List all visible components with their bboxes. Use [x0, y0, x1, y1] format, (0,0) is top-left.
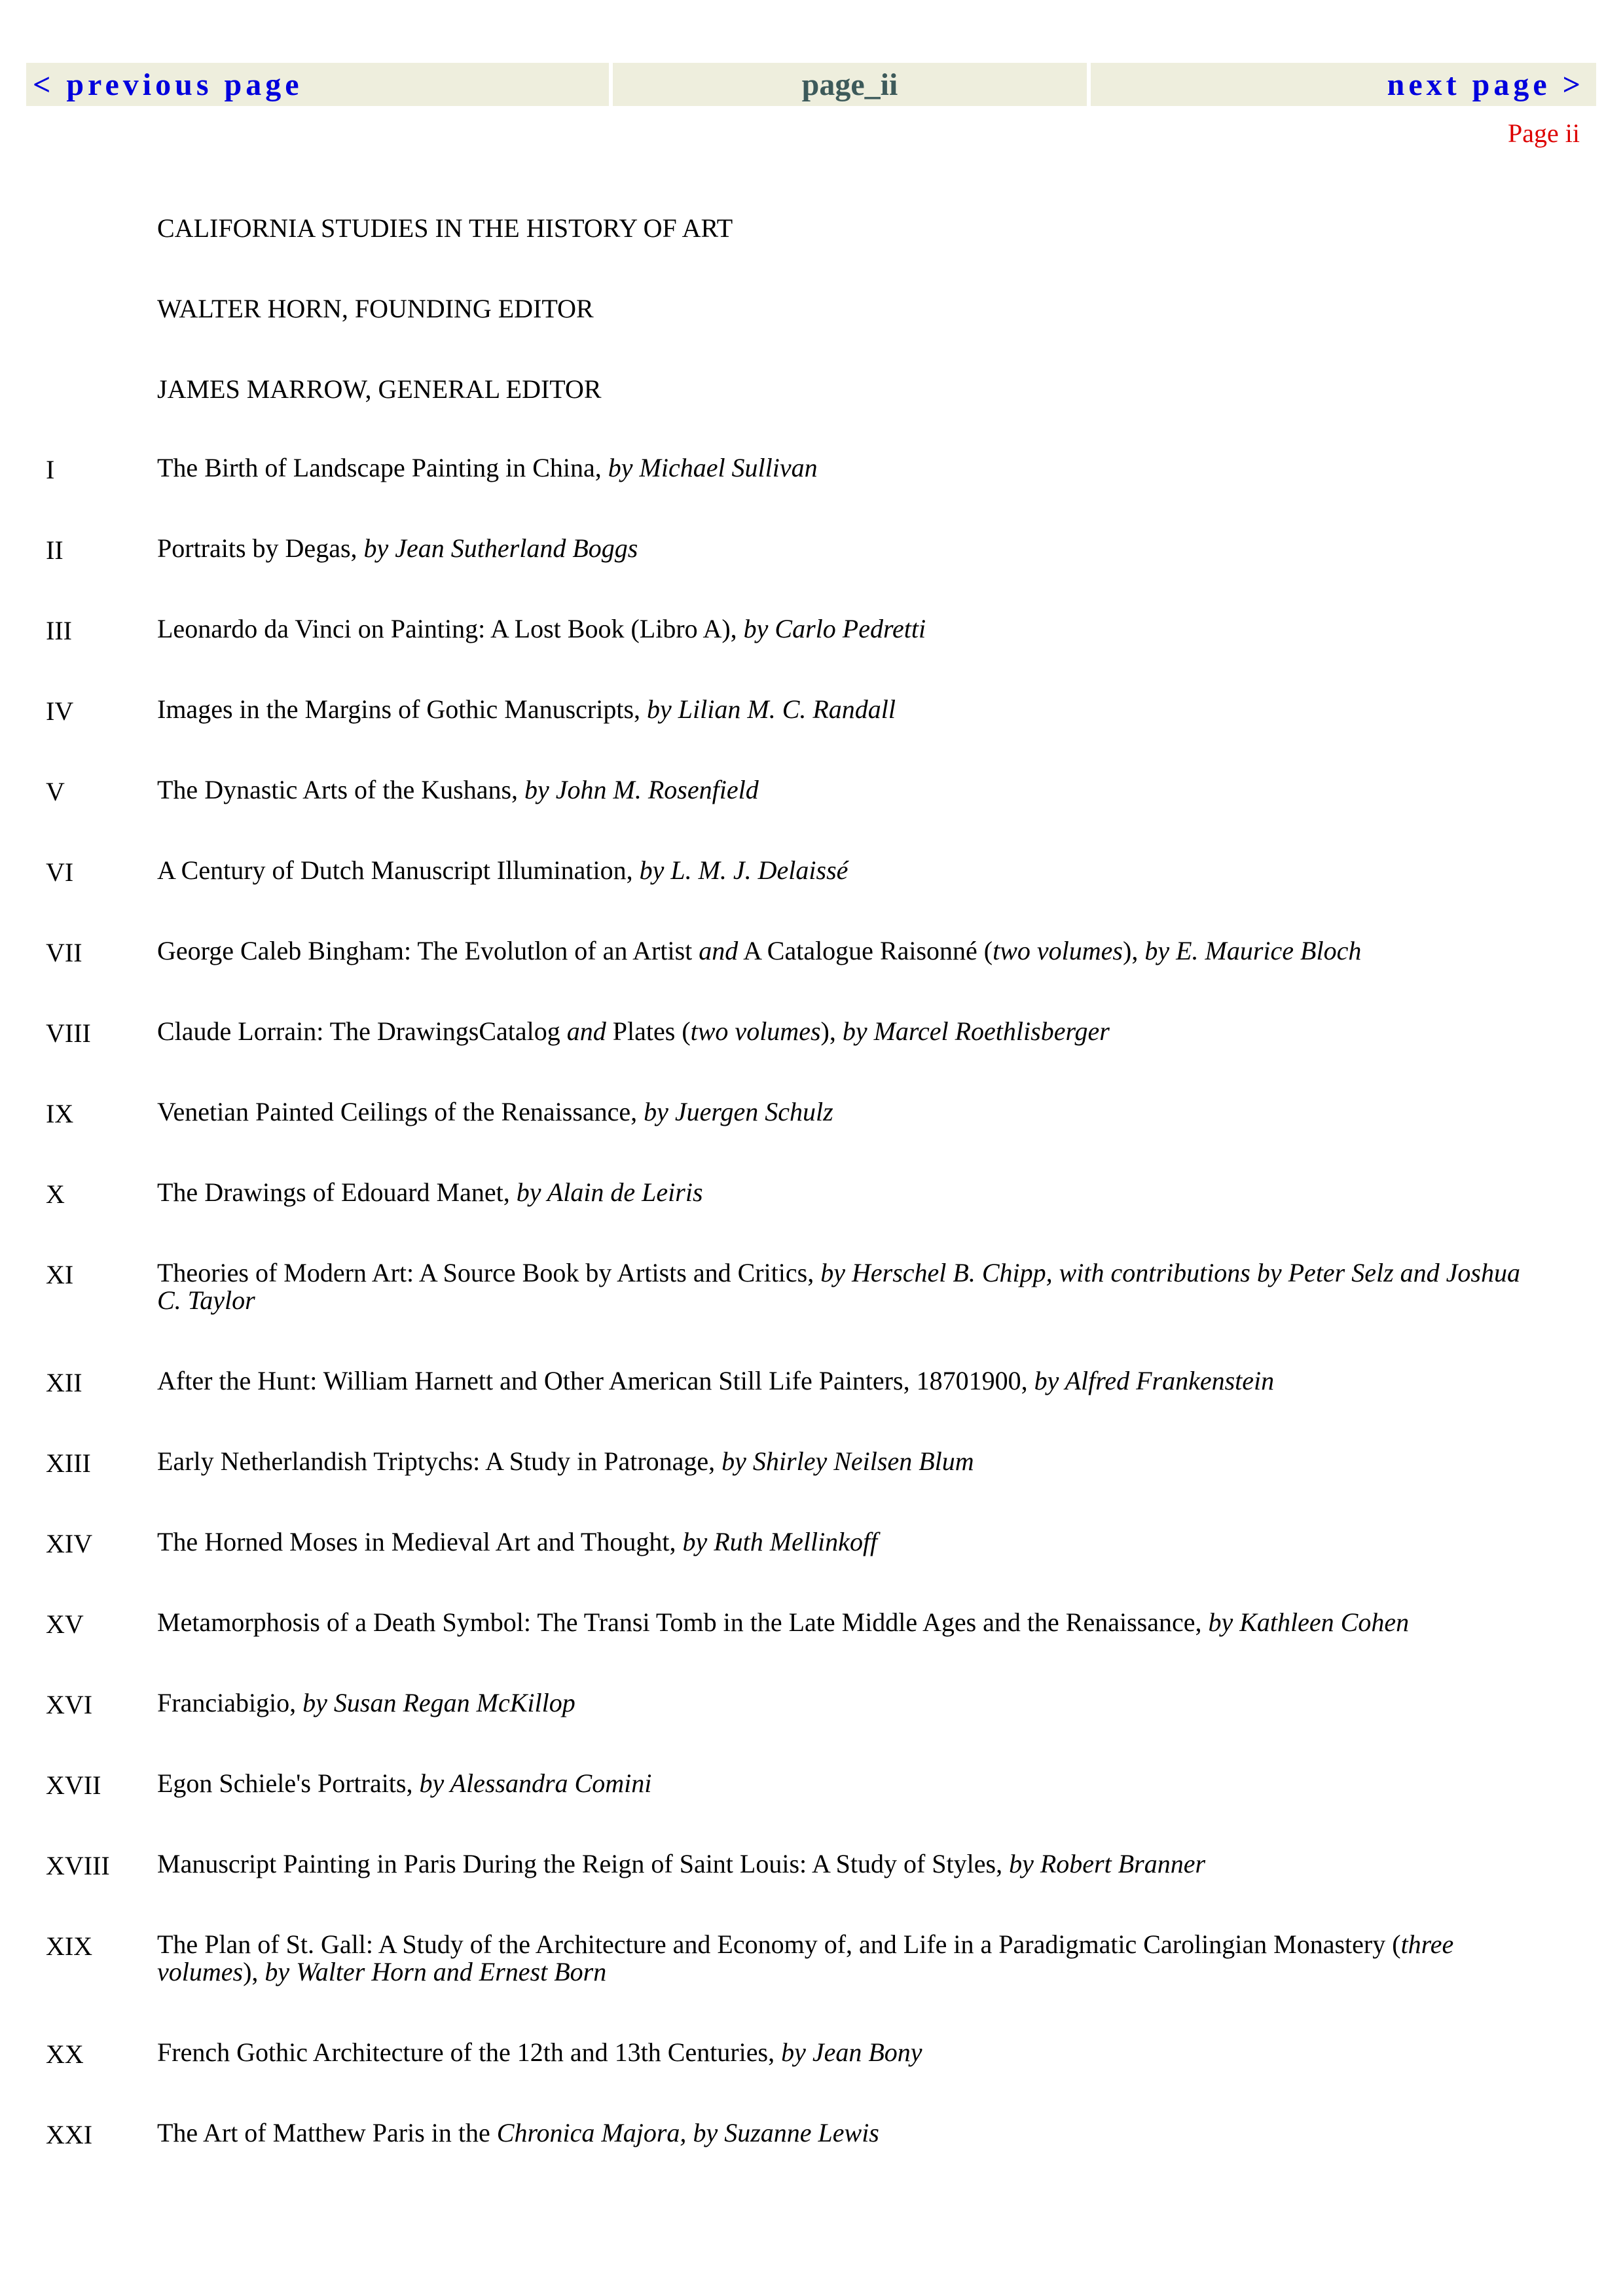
italic-title-part: Chronica Majora, — [496, 2118, 687, 2147]
volume-citation — [157, 454, 1539, 482]
volume-author: by Shirley Neilsen Blum — [721, 1446, 974, 1476]
page-number-label: Page ii — [1508, 118, 1580, 148]
volume-author: by Herschel B. Chipp, with contributions by Peter Selz and Joshua C. Taylor — [157, 1258, 1520, 1315]
volume-title: The Plan of St. Gall: A Study of the Architecture and Economy of, and Life in a Paradigmatic Carolingian Monastery ( — [157, 1929, 1401, 1959]
volume-title: The Drawings of Edouard Manet, — [157, 1177, 517, 1207]
volume-title-continued: A Catalogue Raisonné ( — [738, 936, 993, 965]
series-title: CALIFORNIA STUDIES IN THE HISTORY OF ART — [157, 213, 733, 243]
page-name: page_ii — [613, 63, 1087, 106]
volume-numeral: XVII — [46, 1770, 101, 1800]
volume-title: Portraits by Degas, — [157, 533, 364, 563]
founding-editor-line: WALTER HORN, FOUNDING EDITOR — [157, 294, 594, 323]
volume-title-continued: Plates ( — [606, 1016, 691, 1046]
volume-title: The Horned Moses in Medieval Art and Thought, — [157, 1527, 683, 1556]
volume-citation — [157, 857, 1539, 884]
volume-numeral: IV — [46, 696, 74, 726]
volume-citation — [157, 1367, 1539, 1395]
volume-author: by Lilian M. C. Randall — [647, 694, 896, 724]
volume-citation — [157, 1259, 1539, 1314]
volume-author: by Ruth Mellinkoff — [682, 1527, 878, 1556]
volume-citation — [157, 1689, 1539, 1717]
volume-numeral: III — [46, 616, 72, 645]
volume-title: After the Hunt: William Harnett and Other American Still Life Painters, 18701900, — [157, 1366, 1034, 1395]
volume-citation — [157, 535, 1539, 562]
previous-page-link[interactable]: < previous page — [26, 63, 609, 106]
volume-numeral: II — [46, 535, 64, 565]
volume-title: Early Netherlandish Triptychs: A Study in Patronage, — [157, 1446, 722, 1476]
volume-author: by Alfred Frankenstein — [1034, 1366, 1275, 1395]
punctuation: ), — [820, 1016, 843, 1046]
volume-citation — [157, 776, 1539, 804]
volume-title: The Art of Matthew Paris in the — [157, 2118, 497, 2147]
volume-numeral: XIV — [46, 1529, 93, 1558]
italic-word: and — [566, 1016, 606, 1046]
volume-citation — [157, 2039, 1539, 2066]
volume-citation — [157, 1179, 1539, 1206]
volume-title: A Century of Dutch Manuscript Illumination, — [157, 855, 640, 885]
volume-numeral: XV — [46, 1609, 84, 1639]
punctuation: ), — [243, 1957, 265, 1986]
volume-title: Leonardo da Vinci on Painting: A Lost Book (Libro A), — [157, 614, 744, 643]
volume-count: two volumes — [993, 936, 1123, 965]
volume-numeral: X — [46, 1179, 65, 1209]
volume-citation — [157, 1528, 1539, 1556]
page-navigation-bar — [26, 63, 1596, 106]
volume-title: Images in the Margins of Gothic Manuscripts, — [157, 694, 647, 724]
volume-citation — [157, 1850, 1539, 1878]
volume-author: by E. Maurice Bloch — [1144, 936, 1362, 965]
volume-title: Franciabigio, — [157, 1688, 303, 1717]
volume-numeral: XII — [46, 1368, 82, 1397]
volume-title: French Gothic Architecture of the 12th and 13th Centuries, — [157, 2037, 782, 2067]
volume-author: by Suzanne Lewis — [693, 2118, 879, 2147]
volume-citation — [157, 696, 1539, 723]
volume-citation — [157, 1770, 1539, 1797]
volume-numeral: XVIII — [46, 1851, 110, 1880]
volume-numeral: VIII — [46, 1018, 91, 1048]
volume-citation — [157, 1018, 1539, 1045]
volume-title: Theories of Modern Art: A Source Book by Artists and Critics, — [157, 1258, 821, 1287]
volume-citation — [157, 1448, 1539, 1475]
volume-title: Venetian Painted Ceilings of the Renaissance, — [157, 1097, 644, 1126]
volume-author: by Alessandra Comini — [419, 1768, 652, 1798]
volume-author: by Robert Branner — [1009, 1849, 1206, 1878]
volume-count: two volumes — [690, 1016, 821, 1046]
volume-title: The Birth of Landscape Painting in China, — [157, 453, 608, 482]
volume-author: by Carlo Pedretti — [743, 614, 926, 643]
volume-title: Egon Schiele's Portraits, — [157, 1768, 420, 1798]
volume-numeral: XVI — [46, 1690, 93, 1719]
volume-author: by Marcel Roethlisberger — [842, 1016, 1110, 1046]
volume-author: by Jean Bony — [781, 2037, 922, 2067]
volume-citation — [157, 1931, 1539, 1986]
italic-word: and — [699, 936, 739, 965]
volume-numeral: VI — [46, 857, 74, 887]
volume-count: three volumes — [157, 1929, 1454, 1986]
volume-numeral: XIII — [46, 1448, 91, 1478]
volume-numeral: XIX — [46, 1931, 93, 1961]
volume-title: Metamorphosis of a Death Symbol: The Transi Tomb in the Late Middle Ages and the Renaissance, — [157, 1607, 1209, 1637]
volume-title: George Caleb Bingham: The Evolutlon of an Artist — [157, 936, 699, 965]
volume-citation — [157, 1609, 1539, 1636]
volume-numeral: XX — [46, 2039, 84, 2069]
volume-title: Claude Lorrain: The DrawingsCatalog — [157, 1016, 567, 1046]
volume-citation — [157, 937, 1539, 965]
volume-author: by Jean Sutherland Boggs — [363, 533, 638, 563]
volume-author: by Alain de Leiris — [516, 1177, 703, 1207]
punctuation: ), — [1123, 936, 1145, 965]
volume-author: by Susan Regan McKillop — [302, 1688, 575, 1717]
volume-numeral: IX — [46, 1099, 74, 1128]
volume-author: by Michael Sullivan — [608, 453, 818, 482]
volume-numeral: XI — [46, 1260, 74, 1289]
volume-author: by L. M. J. Delaissé — [639, 855, 848, 885]
volume-numeral: V — [46, 777, 65, 806]
next-page-link[interactable]: next page > — [1091, 63, 1596, 106]
volume-citation — [157, 1098, 1539, 1126]
volume-title: The Dynastic Arts of the Kushans, — [157, 775, 525, 804]
volume-author: by John M. Rosenfield — [524, 775, 759, 804]
volume-author: by Walter Horn and Ernest Born — [264, 1957, 607, 1986]
general-editor-line: JAMES MARROW, GENERAL EDITOR — [157, 374, 602, 404]
punctuation — [686, 2118, 693, 2147]
volume-citation — [157, 615, 1539, 643]
volume-numeral: I — [46, 455, 55, 484]
volume-title: Manuscript Painting in Paris During the Reign of Saint Louis: A Study of Styles, — [157, 1849, 1010, 1878]
volume-numeral: XXI — [46, 2120, 93, 2149]
volume-author: by Juergen Schulz — [644, 1097, 833, 1126]
volume-numeral: VII — [46, 938, 82, 967]
volume-author: by Kathleen Cohen — [1208, 1607, 1410, 1637]
volume-citation — [157, 2119, 1539, 2147]
